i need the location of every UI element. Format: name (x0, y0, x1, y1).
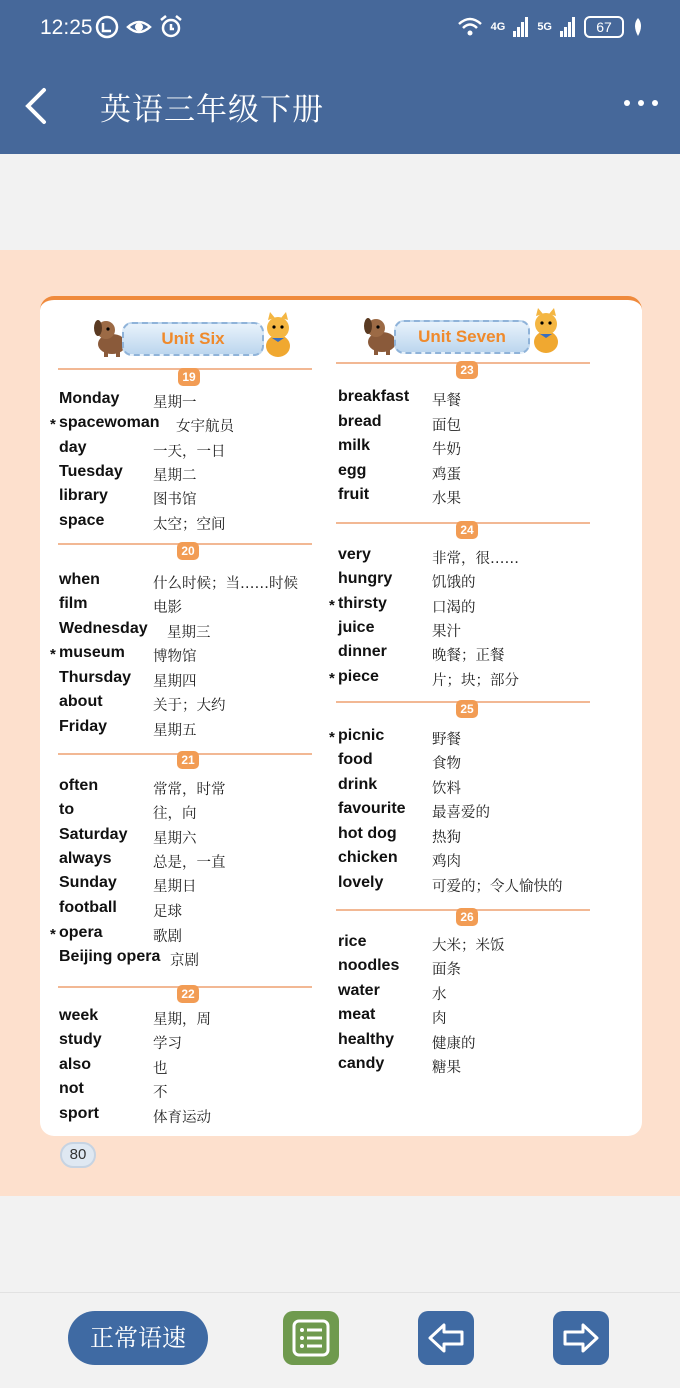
cat-icon (258, 312, 298, 358)
meaning: 果汁 (432, 624, 461, 640)
signal-bars-icon (560, 17, 576, 37)
word: healthy (338, 1031, 395, 1048)
lesson-number: 21 (177, 751, 199, 769)
word: hot dog (338, 825, 397, 842)
word: thirsty (338, 595, 387, 612)
word: lovely (338, 874, 384, 891)
cat-icon (526, 308, 566, 354)
meaning: 饥饿的 (432, 575, 476, 591)
meaning: 星期四 (153, 674, 197, 690)
word: candy (338, 1055, 385, 1072)
meaning: 鸡蛋 (432, 467, 461, 483)
word: week (59, 1007, 99, 1024)
word: juice (338, 619, 375, 636)
meaning: 牛奶 (432, 442, 461, 458)
word: Tuesday (59, 463, 123, 480)
meaning: 也 (153, 1061, 168, 1077)
meaning: 片；块；部分 (432, 673, 519, 689)
status-bar (0, 0, 680, 58)
arrow-right-icon (561, 1318, 601, 1358)
word: film (59, 595, 88, 612)
meaning: 水 (432, 987, 447, 1003)
word: hungry (338, 570, 393, 587)
meaning: 面条 (432, 962, 461, 978)
previous-page-button[interactable] (418, 1311, 474, 1365)
meaning: 最喜爱的 (432, 805, 490, 821)
word: football (59, 899, 117, 916)
meaning: 歌剧 (153, 929, 182, 945)
unit-title: Unit Seven (394, 320, 530, 354)
meaning: 健康的 (432, 1036, 476, 1052)
word: study (59, 1031, 102, 1048)
status-time: 12:25 (40, 16, 93, 39)
nav-bar (0, 62, 680, 150)
meaning: 星期，周 (153, 1012, 211, 1028)
word: picnic (338, 727, 385, 744)
meaning: 星期五 (153, 723, 197, 739)
word: Wednesday (59, 620, 148, 637)
word: opera (59, 924, 103, 941)
more-options-icon[interactable] (624, 96, 658, 110)
leaf-icon (632, 17, 644, 37)
meaning: 非常，很…… (432, 551, 519, 567)
eye-icon (126, 14, 152, 40)
word: to (59, 801, 75, 818)
lesson-number: 22 (177, 985, 199, 1003)
lesson-number: 23 (456, 361, 478, 379)
word: drink (338, 776, 378, 793)
meaning: 太空；空间 (153, 517, 226, 533)
meaning: 什么时候；当……时候 (153, 576, 298, 592)
word: Beijing opera (59, 948, 161, 965)
alarm-icon (158, 14, 184, 40)
word: favourite (338, 800, 406, 817)
lesson-number: 24 (456, 521, 478, 539)
battery-indicator: 67 (584, 16, 624, 38)
meaning: 总是，一直 (153, 855, 226, 871)
meaning: 鸡肉 (432, 854, 461, 870)
word: Sunday (59, 874, 117, 891)
meaning: 常常，时常 (153, 782, 226, 798)
meaning: 星期一 (153, 395, 197, 411)
unit-banner-seven (356, 306, 568, 362)
unit-title: Unit Six (122, 322, 264, 356)
meaning: 饮料 (432, 781, 461, 797)
word: Friday (59, 718, 108, 735)
meaning: 女宇航员 (176, 419, 234, 435)
signal-bars-icon (513, 17, 529, 37)
lesson-number: 26 (456, 908, 478, 926)
meaning: 早餐 (432, 393, 461, 409)
page-title: 英语三年级下册 (100, 92, 324, 128)
meaning: 水果 (432, 491, 461, 507)
status-right-icons (457, 14, 644, 40)
unit-banner-six (86, 308, 298, 364)
meaning: 大米；米饭 (432, 938, 505, 954)
signal-5g-label: 5G (537, 21, 552, 33)
lesson-number: 25 (456, 700, 478, 718)
meaning: 星期二 (153, 468, 197, 484)
arrow-left-icon (426, 1318, 466, 1358)
meaning: 热狗 (432, 830, 461, 846)
word: library (59, 487, 108, 504)
word: not (59, 1080, 84, 1097)
bottom-toolbar (0, 1292, 680, 1388)
word: egg (338, 462, 367, 479)
word: day (59, 439, 87, 456)
word: fruit (338, 486, 370, 503)
word: about (59, 693, 103, 710)
meaning: 电影 (153, 600, 182, 616)
meaning: 食物 (432, 756, 461, 772)
star-mark: * (329, 670, 335, 687)
star-mark: * (50, 926, 56, 943)
meaning: 可爱的；令人愉快的 (432, 879, 563, 895)
meaning: 京剧 (170, 953, 199, 969)
word: noodles (338, 957, 400, 974)
meaning: 博物馆 (153, 649, 197, 665)
word: breakfast (338, 388, 410, 405)
word: also (59, 1056, 92, 1073)
star-mark: * (329, 597, 335, 614)
meaning: 星期三 (167, 625, 211, 641)
status-left-icons (94, 14, 184, 40)
next-page-button[interactable] (553, 1311, 609, 1365)
star-mark: * (329, 729, 335, 746)
list-icon (291, 1318, 331, 1358)
back-arrow-icon[interactable] (18, 82, 58, 130)
word: rice (338, 933, 367, 950)
word: bread (338, 413, 382, 430)
notification-icon (94, 14, 120, 40)
app-header (0, 0, 680, 154)
meaning: 图书馆 (153, 492, 197, 508)
meaning: 一天，一日 (153, 444, 226, 460)
list-button[interactable] (283, 1311, 339, 1365)
star-mark: * (50, 416, 56, 433)
lesson-number: 20 (177, 542, 199, 560)
word: museum (59, 644, 125, 661)
meaning: 学习 (153, 1036, 182, 1052)
page-number: 80 (60, 1142, 96, 1168)
word: dinner (338, 643, 387, 660)
word: chicken (338, 849, 398, 866)
word: spacewoman (59, 414, 160, 431)
meaning: 不 (153, 1085, 168, 1101)
word: meat (338, 1006, 376, 1023)
meaning: 体育运动 (153, 1110, 211, 1126)
word: always (59, 850, 112, 867)
word: Saturday (59, 826, 128, 843)
meaning: 糖果 (432, 1060, 461, 1076)
word: often (59, 777, 99, 794)
speed-button[interactable]: 正常语速 (68, 1311, 208, 1365)
meaning: 野餐 (432, 732, 461, 748)
word: Thursday (59, 669, 132, 686)
meaning: 往，向 (153, 806, 197, 822)
word: piece (338, 668, 379, 685)
wifi-icon (457, 14, 483, 40)
word: milk (338, 437, 371, 454)
word: when (59, 571, 100, 588)
meaning: 星期日 (153, 879, 197, 895)
meaning: 关于；大约 (153, 698, 226, 714)
word: water (338, 982, 380, 999)
signal-4g-label: 4G (490, 21, 506, 33)
lesson-number: 19 (178, 368, 200, 386)
word: sport (59, 1105, 99, 1122)
meaning: 面包 (432, 418, 461, 434)
star-mark: * (50, 646, 56, 663)
word: space (59, 512, 105, 529)
word: Monday (59, 390, 120, 407)
word: very (338, 546, 371, 563)
meaning: 星期六 (153, 831, 197, 847)
meaning: 晚餐；正餐 (432, 648, 505, 664)
meaning: 口渴的 (432, 600, 476, 616)
word: food (338, 751, 373, 768)
meaning: 肉 (432, 1011, 447, 1027)
meaning: 足球 (153, 904, 182, 920)
